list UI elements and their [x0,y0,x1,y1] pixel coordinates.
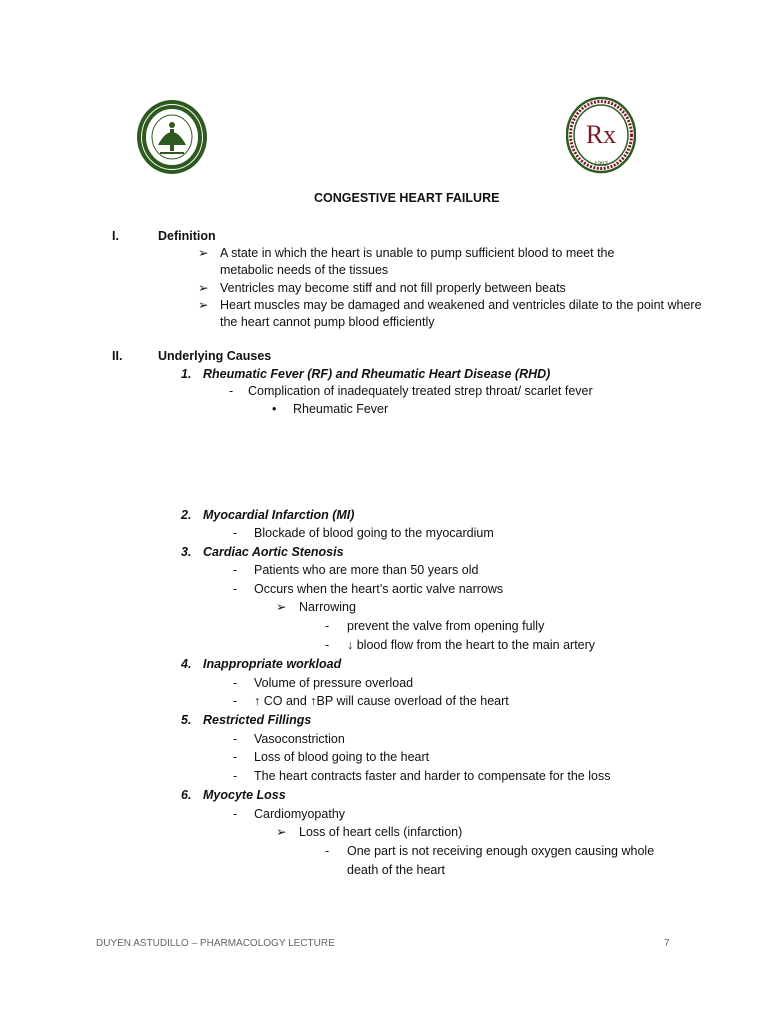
cause-detail: Complication of inadequately treated strep throat/ scarlet fever [248,384,593,398]
cause-title: Myocardial Infarction (MI) [203,508,355,522]
cause-title: Inappropriate workload [203,657,342,671]
rx-mark: Rx [585,120,617,149]
college-of-pharmacy-seal [566,96,636,174]
dash-bullet: - [233,769,238,783]
cause-number: 3. [181,545,192,559]
dash-bullet: - [233,750,238,764]
section-heading: Definition [158,229,216,243]
cause-subpoint: Narrowing [299,600,356,614]
dash-bullet: - [233,526,238,540]
cause-detail: Patients who are more than 50 years old [254,563,479,577]
cause-detail: Occurs when the heart’s aortic valve narrows [254,582,504,596]
cause-detail: Blockade of blood going to the myocardium [254,526,494,540]
dash-bullet: - [233,582,238,596]
cause-subdetail: prevent the valve from opening fully [347,619,545,633]
cause-number: 5. [181,713,192,727]
definition-line: A state in which the heart is unable to pump sufficient blood to meet the [220,246,615,260]
cause-subpoint: Loss of heart cells (infarction) [299,825,463,839]
dash-bullet: - [233,732,238,746]
cause-title: Myocyte Loss [203,788,286,802]
cause-title: Rheumatic Fever (RF) and Rheumatic Heart Disease (RHD) [203,367,551,381]
dash-bullet: - [233,694,238,708]
dash-bullet: - [233,807,238,821]
cause-subpoint: Rheumatic Fever [293,402,389,416]
dash-bullet: - [233,563,238,577]
arrow-bullet: ➢ [198,246,209,260]
section-heading: Underlying Causes [158,349,272,363]
definition-line: Ventricles may become stiff and not fill properly between beats [220,281,566,295]
definition-line: Heart muscles may be damaged and weakened and ventricles dilate to the point where [220,298,702,312]
section-numeral: II. [112,349,123,363]
dash-bullet: - [233,676,238,690]
definition-line: metabolic needs of the tissues [220,263,389,277]
cause-detail: Volume of pressure overload [254,676,414,690]
seal-year: 1993 [594,160,608,168]
cause-subdetail: ↓ blood flow from the heart to the main artery [347,638,596,652]
dot-bullet: • [272,402,277,416]
definition-line: the heart cannot pump blood efficiently [220,315,435,329]
arrow-bullet: ➢ [198,281,209,295]
cause-detail: The heart contracts faster and harder to compensate for the loss [254,769,611,783]
cause-title: Restricted Fillings [203,713,312,727]
dash-bullet: - [325,638,330,652]
cause-subdetail: death of the heart [347,863,445,877]
cause-detail: Loss of blood going to the heart [254,750,430,764]
arrow-bullet: ➢ [276,825,287,839]
cause-number: 2. [181,508,192,522]
cause-detail: Cardiomyopathy [254,807,346,821]
cause-number: 4. [181,657,192,671]
footer-author: DUYEN ASTUDILLO – PHARMACOLOGY LECTURE [96,938,335,949]
arrow-bullet: ➢ [276,600,287,614]
section-numeral: I. [112,229,119,243]
dash-bullet: - [325,619,330,633]
document-title: CONGESTIVE HEART FAILURE [314,191,500,205]
page-number: 7 [664,938,670,949]
cause-number: 6. [181,788,192,802]
pasig-city-college-seal [136,99,208,175]
cause-subdetail: One part is not receiving enough oxygen causing whole [347,844,655,858]
cause-detail: ↑ CO and ↑BP will cause overload of the heart [254,694,509,708]
cause-number: 1. [181,367,192,381]
cause-title: Cardiac Aortic Stenosis [203,545,344,559]
dash-bullet: - [325,844,330,858]
cause-detail: Vasoconstriction [254,732,345,746]
dash-bullet: - [229,384,234,398]
arrow-bullet: ➢ [198,298,209,312]
